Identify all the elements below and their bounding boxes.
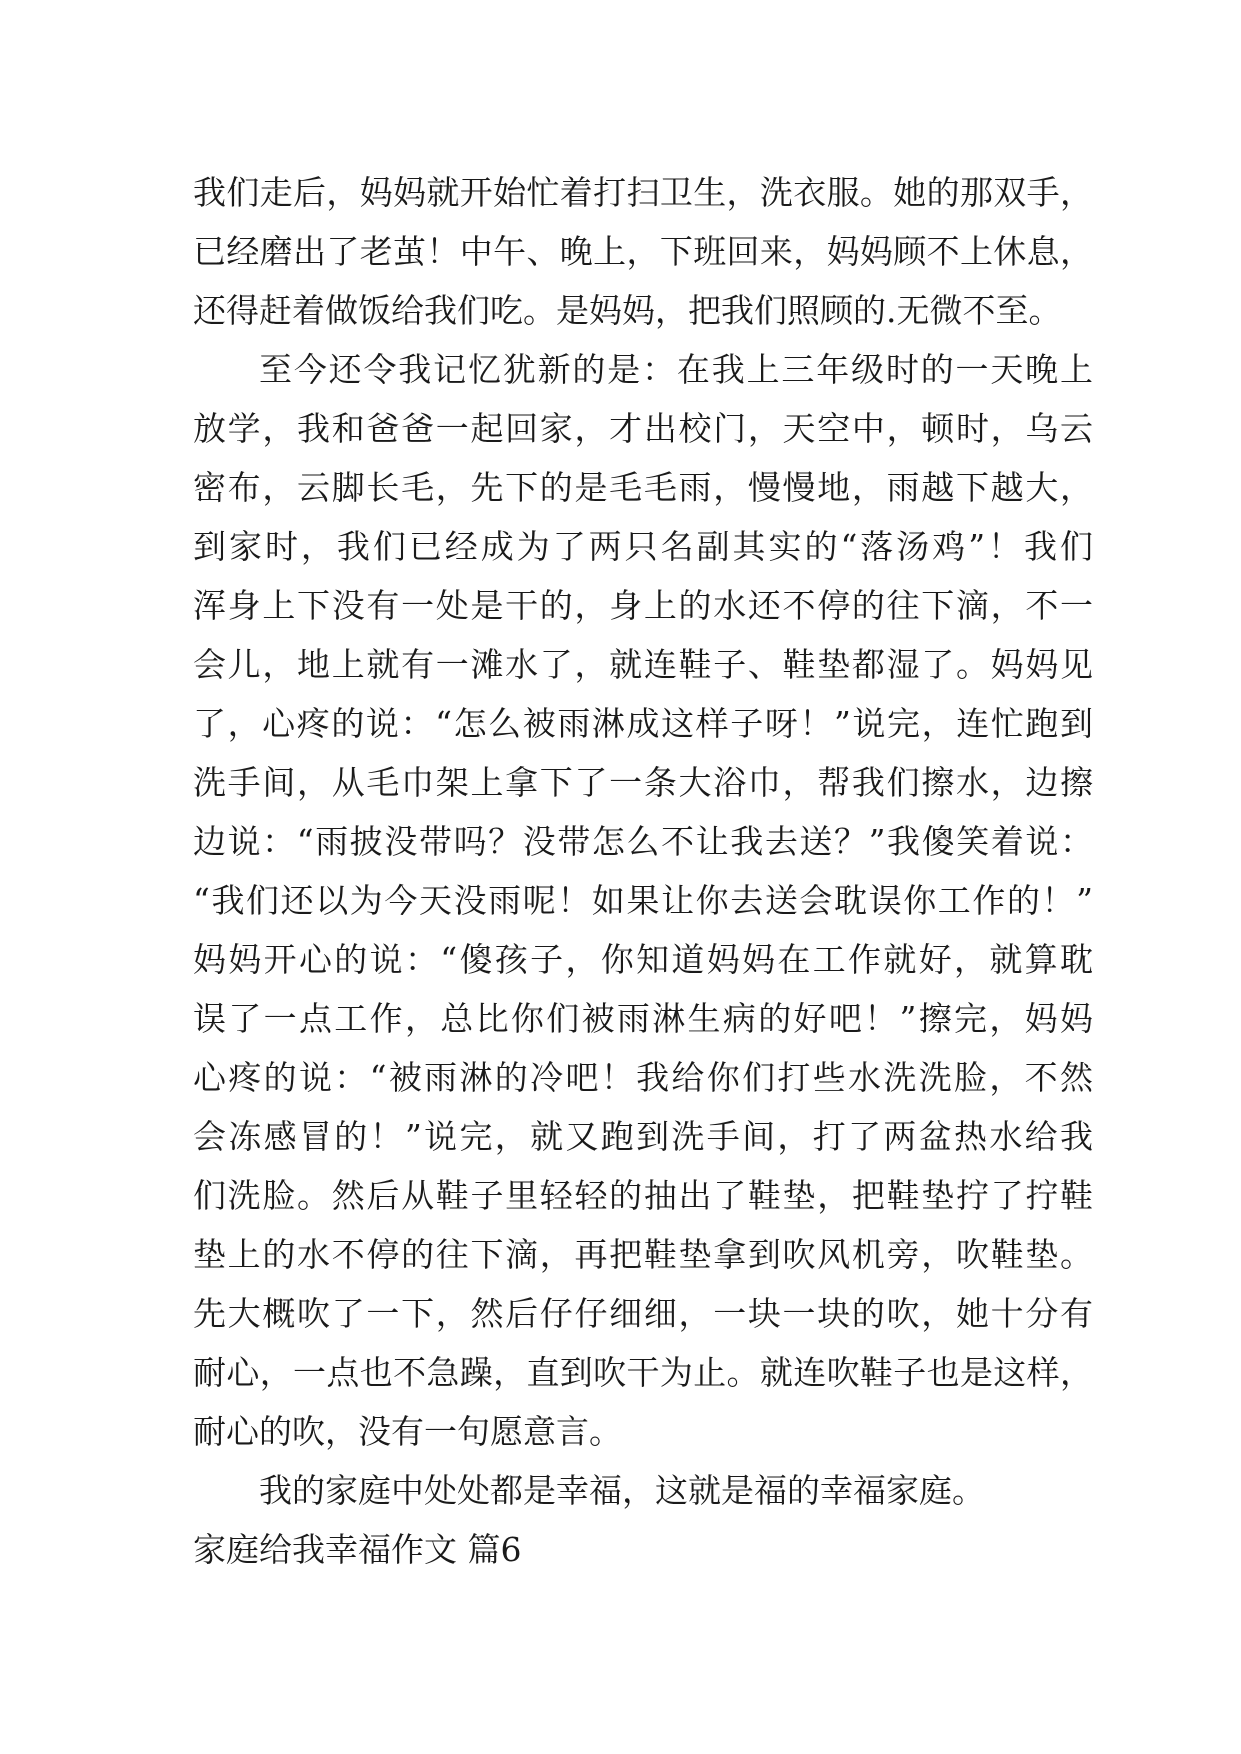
section-heading: 家庭给我幸福作文 篇6 — [193, 1530, 522, 1569]
paragraph-line: 们洗脸。然后从鞋子里轻轻的抽出了鞋垫，把鞋垫拧了拧鞋 — [193, 1176, 1093, 1215]
paragraph-line: 妈妈开心的说：“傻孩子，你知道妈妈在工作就好，就算耽 — [193, 940, 1093, 979]
paragraph-line: 至今还令我记忆犹新的是：在我上三年级时的一天晚上 — [259, 350, 1093, 389]
paragraph-line: 放学，我和爸爸一起回家，才出校门，天空中，顿时，乌云 — [193, 409, 1093, 448]
paragraph-line: “我们还以为今天没雨呢！如果让你去送会耽误你工作的！” — [193, 881, 1093, 920]
paragraph-line: 会冻感冒的！”说完，就又跑到洗手间，打了两盆热水给我 — [193, 1117, 1093, 1156]
document-body — [193, 163, 1093, 1579]
paragraph-line: 已经磨出了老茧！中午、晚上，下班回来，妈妈顾不上休息， — [193, 232, 1093, 271]
paragraph-line: 垫上的水不停的往下滴，再把鞋垫拿到吹风机旁，吹鞋垫。 — [193, 1235, 1093, 1274]
paragraph-line: 误了一点工作，总比你们被雨淋生病的好吧！”擦完，妈妈 — [193, 999, 1093, 1038]
paragraph-line: 还得赶着做饭给我们吃。是妈妈，把我们照顾的.无微不至。 — [193, 291, 1062, 330]
paragraph-line: 边说：“雨披没带吗？没带怎么不让我去送？”我傻笑着说： — [193, 822, 1093, 861]
paragraph-line: 耐心，一点也不急躁，直到吹干为止。就连吹鞋子也是这样， — [193, 1353, 1093, 1392]
paragraph-line: 到家时，我们已经成为了两只名副其实的“落汤鸡”！我们 — [193, 527, 1093, 566]
paragraph-line: 会儿，地上就有一滩水了，就连鞋子、鞋垫都湿了。妈妈见 — [193, 645, 1093, 684]
paragraph-line: 心疼的说：“被雨淋的冷吧！我给你们打些水洗洗脸，不然 — [193, 1058, 1093, 1097]
paragraph-line: 浑身上下没有一处是干的，身上的水还不停的往下滴，不一 — [193, 586, 1093, 625]
paragraph-line: 洗手间，从毛巾架上拿下了一条大浴巾，帮我们擦水，边擦 — [193, 763, 1093, 802]
paragraph-line: 了，心疼的说：“怎么被雨淋成这样子呀！”说完，连忙跑到 — [193, 704, 1093, 743]
paragraph-line: 我的家庭中处处都是幸福，这就是福的幸福家庭。 — [259, 1471, 985, 1510]
paragraph-line: 耐心的吹，没有一句愿意言。 — [193, 1412, 622, 1451]
paragraph-line: 先大概吹了一下，然后仔仔细细，一块一块的吹，她十分有 — [193, 1294, 1093, 1333]
paragraph-line: 我们走后，妈妈就开始忙着打扫卫生，洗衣服。她的那双手， — [193, 173, 1093, 212]
paragraph-line: 密布，云脚长毛，先下的是毛毛雨，慢慢地，雨越下越大， — [193, 468, 1093, 507]
